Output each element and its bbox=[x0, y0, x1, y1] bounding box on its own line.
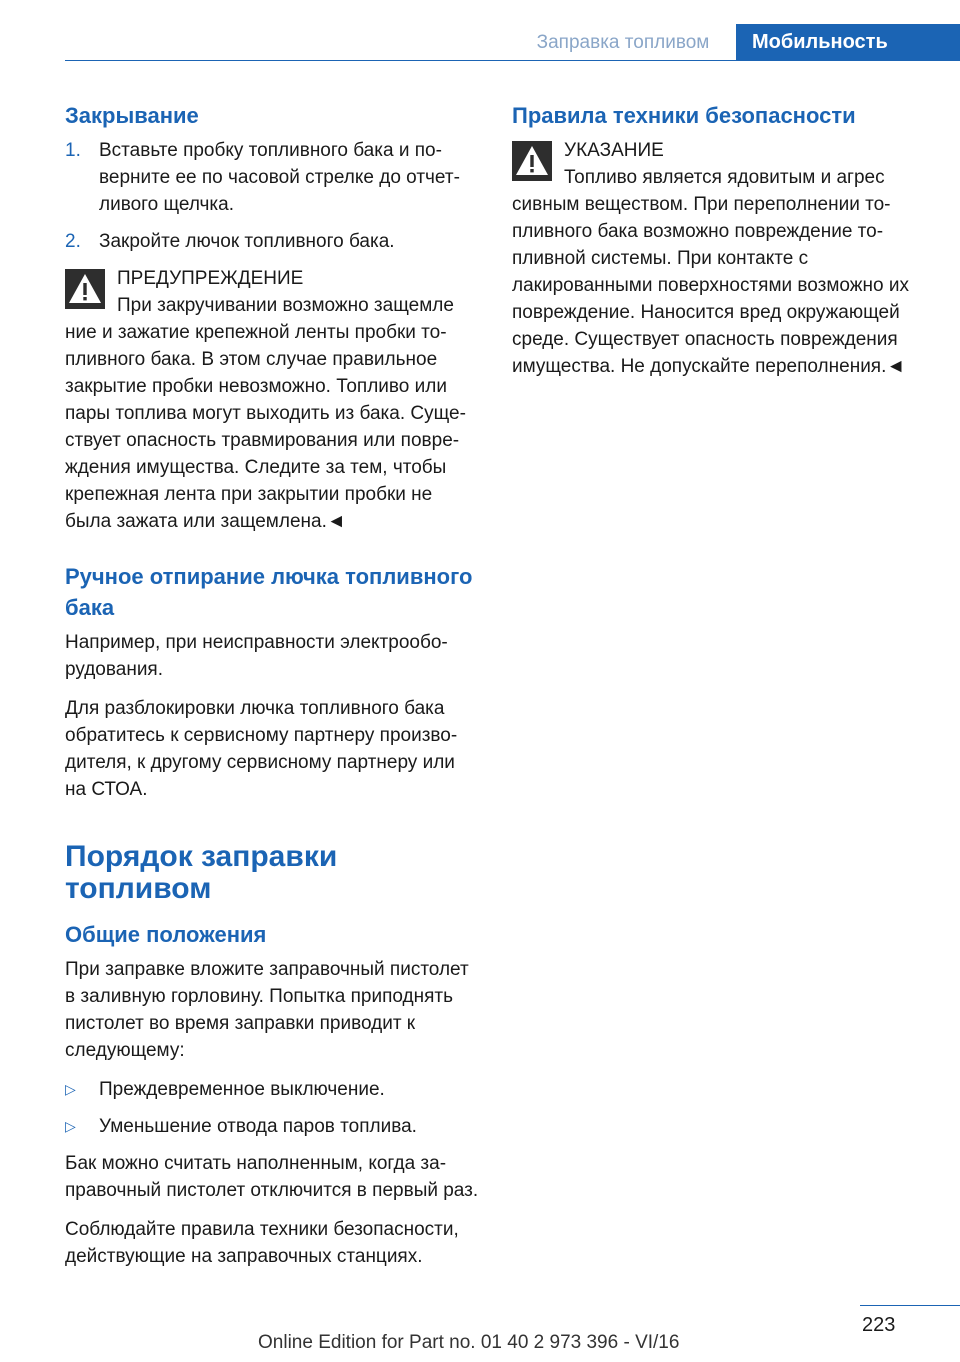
list-item bbox=[65, 1113, 480, 1140]
bullet-text: Уменьшение отвода паров топлива. bbox=[99, 1116, 417, 1137]
header-section-title: Заправка топливом bbox=[536, 32, 710, 53]
step-text: Закройте лючок топливного бака. bbox=[99, 231, 395, 252]
warning-label: ПРЕДУПРЕЖДЕНИЕ bbox=[117, 268, 304, 289]
warning-text: ние и зажатие крепежной ленты пробки топливного бака. В этом случае правильное закрытие пробки невозможно. Топливо или пары топлива могут выходить из бака. Существует опасность травмирования или повреждения имущества. Следите за тем, чтобы крепежная лента при закрытии пробки не была зажата или защемлена.◄ bbox=[65, 322, 466, 532]
warning-triangle-icon bbox=[65, 269, 105, 309]
right-column bbox=[512, 100, 927, 392]
note-text: сивным веществом. При переполнении топливного бака возможно повреждение топливной системы. При контакте с лакированными поверхностями возможно их повреждение. Наносится вред окружающей среде. Существует опасность повреждения имущества. Не допускайте переполнения.◄ bbox=[512, 194, 909, 377]
left-column bbox=[65, 100, 480, 1282]
step-number: 1. bbox=[65, 140, 81, 161]
list-item bbox=[65, 228, 480, 255]
note-first-line: Топливо является ядовитым и агрес bbox=[564, 167, 885, 188]
note-block bbox=[512, 137, 927, 380]
refuel-title: Порядок заправки топливом bbox=[65, 840, 338, 905]
warning-triangle-icon bbox=[512, 141, 552, 181]
warning-block bbox=[65, 265, 480, 535]
paragraph: Например, при неисправности электрооборудования. bbox=[65, 632, 448, 680]
closing-heading: Закрывание bbox=[65, 103, 199, 128]
step-number: 2. bbox=[65, 231, 81, 252]
paragraph: Для разблокировки лючка топливного бака обратитесь к сервисному партнеру производителя, к другому сервисному партнеру или на СТОА. bbox=[65, 698, 458, 800]
manual-unlock-heading: Ручное отпирание лючка топливного бака bbox=[65, 564, 473, 620]
triangle-bullet-icon: ▷ bbox=[65, 1118, 76, 1134]
list-item bbox=[65, 137, 480, 218]
triangle-bullet-icon: ▷ bbox=[65, 1081, 76, 1097]
safety-heading: Правила техники безопасности bbox=[512, 103, 856, 128]
paragraph: При заправке вложите заправочный пистолет в заливную горловину. Попытка приподнять пистолет во время заправки приводит к следующему: bbox=[65, 959, 469, 1061]
edition-footer: Online Edition for Part no. 01 40 2 973 396 - VI/16 bbox=[258, 1332, 680, 1353]
note-label: УКАЗАНИЕ bbox=[564, 140, 664, 161]
list-item bbox=[65, 1076, 480, 1103]
header-chapter-tab: Мобильность bbox=[736, 24, 960, 61]
page-number: 223 bbox=[862, 1314, 896, 1336]
paragraph: Бак можно считать наполненным, когда заправочный пистолет отключится в первый раз. bbox=[65, 1153, 479, 1201]
step-text: Вставьте пробку топливного бака и поверните ее по часовой стрелке до отчетливого щелчка. bbox=[99, 140, 460, 215]
footer-rule bbox=[860, 1305, 960, 1306]
warning-first-line: При закручивании возможно защемле bbox=[117, 295, 454, 316]
general-heading: Общие положения bbox=[65, 922, 267, 947]
bullet-text: Преждевременное выключение. bbox=[99, 1079, 385, 1100]
paragraph: Соблюдайте правила техники безопасности, действующие на заправочных станциях. bbox=[65, 1219, 459, 1267]
